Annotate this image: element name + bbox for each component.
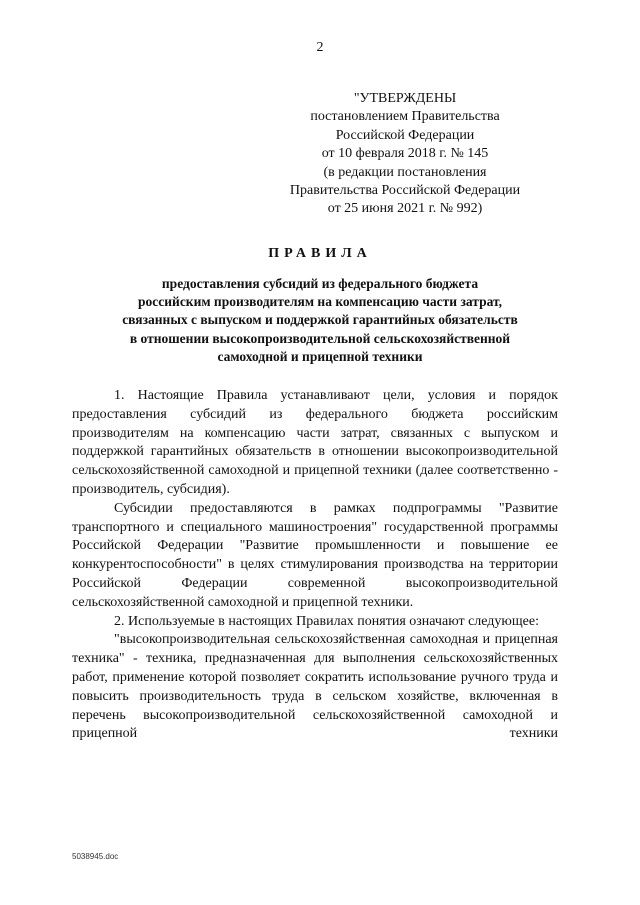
document-subtitle bbox=[80, 275, 560, 366]
approval-line: (в редакции постановления bbox=[323, 164, 487, 180]
subtitle-line: предоставления субсидий из федерального бюджета bbox=[161, 276, 479, 291]
subtitle-line: самоходной и прицепной техники bbox=[217, 348, 423, 364]
file-name-footer: 5038945.doc bbox=[72, 852, 119, 861]
paragraph: Субсидии предоставляются в рамках подпрограммы "Развитие транспортного и специального машиностроения" государственной программы Российской Федерации "Развитие промышленности и повышение ее конкурентоспособности" в целях стимулирования производства на территории Российской Федерации современной высокопроизводительной сельскохозяйственной самоходной и прицепной техники. bbox=[72, 500, 558, 610]
document-body bbox=[72, 387, 558, 744]
page-number: 2 bbox=[316, 40, 324, 55]
approval-line: Российской Федерации bbox=[335, 127, 475, 143]
approval-line: Правительства Российской Федерации bbox=[289, 183, 521, 199]
approval-line: "УТВЕРЖДЕНЫ bbox=[353, 91, 457, 106]
subtitle-line: связанных с выпуском и поддержкой гарантийных обязательств bbox=[122, 312, 518, 328]
paragraph: "высокопроизводительная сельскохозяйственная самоходная и прицепная техника" - техника, предназначенная для выполнения сельскохозяйственных работ, применение которой позволяет сократить использование ручного труда и повысить производительность труда в сельском хозяйстве, включенная в перечень высокопроизводительной сельскохозяйственной самоходной и прицепной техники bbox=[72, 632, 558, 742]
approval-line: от 10 февраля 2018 г. № 145 bbox=[321, 146, 489, 162]
document-title: ПРАВИЛА bbox=[268, 246, 372, 261]
subtitle-line: российским производителям на компенсацию части затрат, bbox=[138, 294, 502, 310]
subtitle-line: в отношении высокопроизводительной сельскохозяйственной bbox=[129, 330, 511, 346]
approval-stamp bbox=[280, 90, 530, 219]
paragraph: 1. Настоящие Правила устанавливают цели, условия и порядок предоставления субсидий из федерального бюджета российским производителям на компенсацию части затрат, связанных с выпуском и поддержкой гарантийных обязательств в отношении высокопроизводительной сельскохозяйственной самоходной и прицепной техники (далее соответственно - производитель, субсидия). bbox=[72, 388, 558, 497]
approval-line: постановлением Правительства bbox=[310, 109, 500, 125]
approval-line: от 25 июня 2021 г. № 992) bbox=[327, 201, 483, 217]
paragraph: 2. Используемые в настоящих Правилах понятия означают следующее: bbox=[114, 613, 539, 629]
